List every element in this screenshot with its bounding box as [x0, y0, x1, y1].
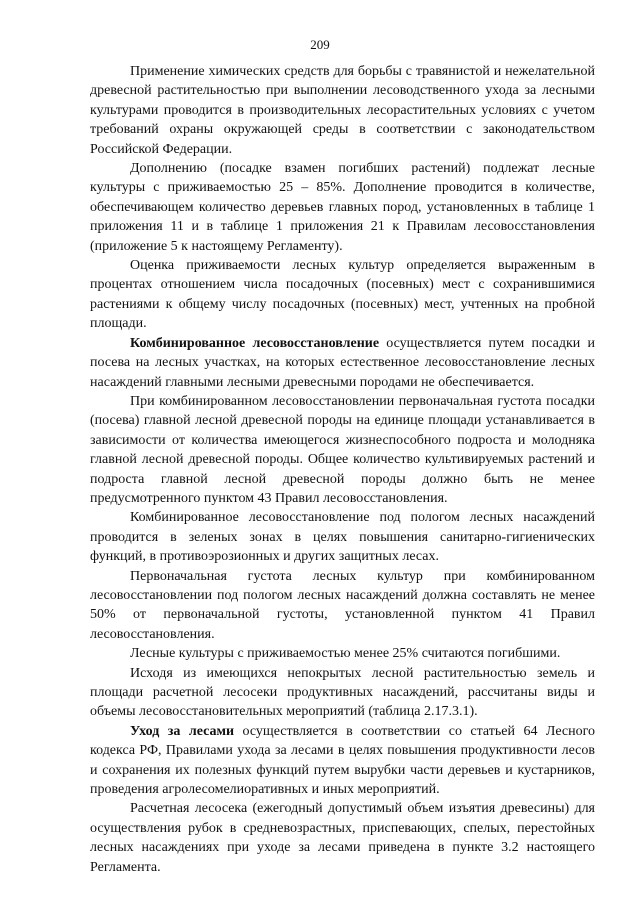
- page-number: 209: [310, 37, 330, 52]
- paragraph-text: осуществляется в соответствии со статьей 64 Лесного кодекса РФ, Правилами ухода за лесами в целях повышения продуктивности лесов и сохранения их полезных функций путем вырубки части деревьев и кустарников, проведения агролесомелиоративных и иных мероприятий.: [90, 723, 595, 798]
- paragraph-supplement-planting: Дополнению (посадке взамен погибших растений) подлежат лесные культуры с приживаемостью 25 – 85%. Дополнение проводится в количестве, обеспечивающем количество деревьев главных пород, установленных в таблице 1 приложения 11 и в таблице 1 приложения 21 к Правилам лесовосстановления (приложение 5 к настоящему Регламенту).: [90, 161, 595, 254]
- paragraph-dead-cultures: Лесные культуры с приживаемостью менее 25% считаются погибшими.: [130, 646, 561, 662]
- paragraph-canopy-density: Первоначальная густота лесных культур при комбинированном лесовосстановлении под пологом лесных насаждений должна составлять не менее 50% от первоначальной густоты, установленной пунктом 41 Правил лесовосстановления.: [90, 568, 595, 642]
- paragraph-text: осуществляется путем посадки и посева на лесных участках, на которых естественное лесовосстановление лесных насаждений главными лесными древесными породами не обеспечивается.: [90, 335, 596, 390]
- paragraph-forest-care: [90, 722, 595, 800]
- paragraph-survival-assessment: Оценка приживаемости лесных культур определяется выраженным в процентах отношением числа посадочных (посевных) мест с сохранившимися растениями к общему числу посадочных (посевных) мест, учтенных на пробной площади.: [90, 258, 595, 332]
- paragraph-under-canopy: Комбинированное лесовосстановление под пологом лесных насаждений проводится в зеленых зонах в целях повышения санитарно-гигиенических функций, в противоэрозионных и других защитных лесах.: [90, 510, 595, 565]
- paragraph-chemical-means: Применение химических средств для борьбы с травянистой и нежелательной древесной растительностью при выполнении лесоводственного ухода за лесными культурами проводится в производительных лесорастительных условиях с учетом требований охраны окружающей среды в соответствии с законодательством Российской Федерации.: [90, 64, 595, 157]
- paragraph-combined-reforestation: [90, 334, 595, 392]
- paragraph-volumes: Исходя из имеющихся непокрытых лесной растительностью земель и площади расчетной лесосеки продуктивных насаждений, рассчитаны виды и объемы лесовосстановительных мероприятий (таблица 2.17.3.1).: [90, 665, 595, 720]
- paragraph-initial-density: При комбинированном лесовосстановлении первоначальная густота посадки (посева) главной лесной древесной породы на единице площади устанавливается в зависимости от количества имеющегося жизнеспособного подроста и молодняка главной лесной древесной породы. Общее количество культивируемых растений и подроста главной лесной древесной породы должно быть не менее предусмотренного пунктом 43 Правил лесовосстановления.: [90, 393, 595, 506]
- document-body: [90, 62, 595, 877]
- term-forest-care: Уход за лесами: [130, 723, 235, 739]
- paragraph-cutting-area: Расчетная лесосека (ежегодный допустимый объем изъятия древесины) для осуществления рубок в средневозрастных, приспевающих, спелых, перестойных лесных насаждениях при уходе за лесами приведена в пункте 3.2 настоящего Регламента.: [90, 801, 595, 875]
- term-combined-reforestation: Комбинированное лесовосстановление: [130, 335, 380, 351]
